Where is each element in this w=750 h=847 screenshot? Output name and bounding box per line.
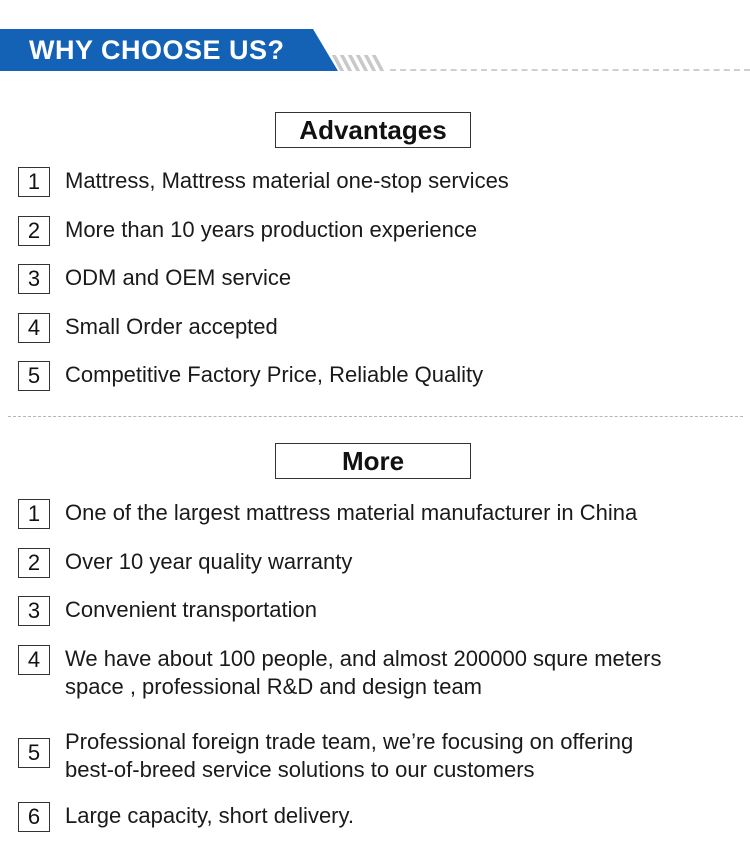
header-banner: [0, 29, 750, 75]
item-number: 4: [18, 313, 50, 343]
item-text-line: We have about 100 people, and almost 200000 squre meters: [65, 646, 662, 671]
item-number: 5: [18, 361, 50, 391]
banner-dashed-line: [390, 69, 750, 71]
banner-title: WHY CHOOSE US?: [29, 35, 285, 65]
more-title: More: [275, 443, 471, 479]
item-text-line: Professional foreign trade team, we’re focusing on offering: [65, 729, 634, 754]
item-number: 2: [18, 548, 50, 578]
item-number: 1: [18, 499, 50, 529]
item-text: [65, 728, 745, 784]
item-text: Mattress, Mattress material one-stop services: [65, 168, 509, 193]
item-text-line: space , professional R&D and design team: [65, 674, 483, 699]
item-text: Small Order accepted: [65, 314, 278, 339]
advantages-title: Advantages: [275, 112, 471, 148]
item-number: 4: [18, 645, 50, 675]
section-divider: [8, 416, 743, 417]
item-text-line: best-of-breed service solutions to our customers: [65, 757, 535, 782]
banner-stripes-decoration: [332, 55, 388, 71]
item-number: 6: [18, 802, 50, 832]
item-text: Competitive Factory Price, Reliable Quality: [65, 362, 484, 387]
item-number: 2: [18, 216, 50, 246]
item-number: 5: [18, 738, 50, 768]
item-text: More than 10 years production experience: [65, 217, 478, 242]
item-text: Convenient transportation: [65, 597, 317, 622]
item-text: ODM and OEM service: [65, 265, 292, 290]
item-number: 1: [18, 167, 50, 197]
item-number: 3: [18, 596, 50, 626]
item-text: Large capacity, short delivery.: [65, 803, 354, 828]
item-text: Over 10 year quality warranty: [65, 549, 353, 574]
item-text: [65, 645, 745, 701]
item-number: 3: [18, 264, 50, 294]
item-text: One of the largest mattress material manufacturer in China: [65, 500, 638, 525]
